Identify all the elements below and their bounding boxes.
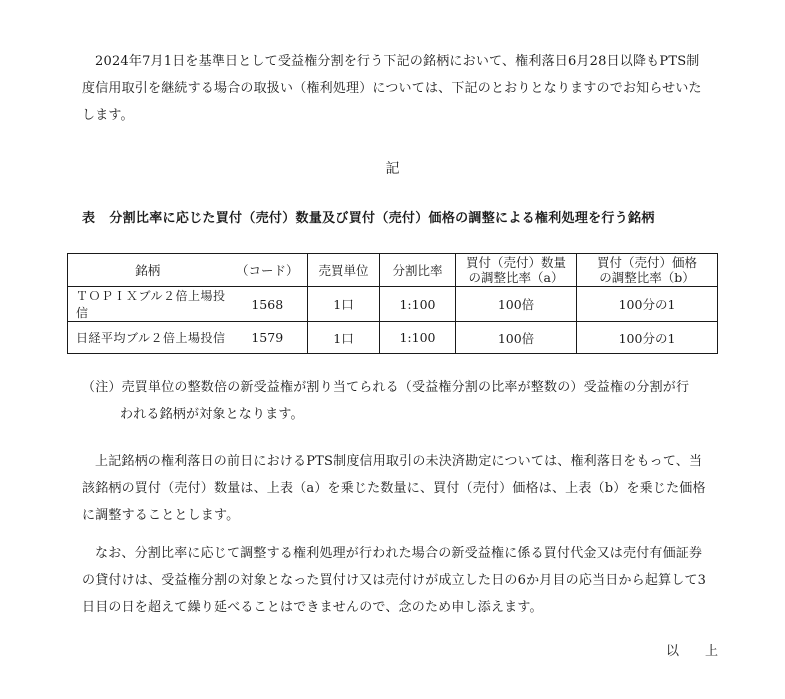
table-title [82, 207, 655, 226]
header-qty-line2: の調整比率（a） [468, 270, 564, 285]
cell-qty: 100倍 [456, 322, 577, 354]
cell-ratio: 1:100 [380, 322, 456, 354]
note-line1: 売買単位の整数倍の新受益権が割り当てられる（受益権分割の比率が整数の）受益権の分割が行 [121, 380, 690, 395]
header-ratio: 分割比率 [380, 254, 456, 287]
table-title-text: 分割比率に応じた買付（売付）数量及び買付（売付）価格の調整による権利処理を行う銘柄 [109, 211, 655, 226]
header-qty [456, 254, 577, 287]
table-title-label: 表 [82, 211, 96, 226]
cell-code: 1568 [228, 287, 308, 322]
cell-code: 1579 [228, 322, 308, 354]
adjustment-table [67, 253, 718, 354]
settlement-text: なお、分割比率に応じて調整する権利処理が行われた場合の新受益権に係る買付代金又は売付有価証券の貸付けは、受益権分割の対象となった買付け又は売付けが成立した日の6か月目の応当日から起算して3日目の日を超えて繰り延べることはできませんので、念のため申し添えます。 [82, 546, 707, 615]
intro-text: 2024年7月1日を基準日として受益権分割を行う下記の銘柄において、権利落日6月28日以降もPTS制度信用取引を継続する場合の取扱い（権利処理）については、下記のとおりとなりますのでお知らせいたします。 [82, 54, 702, 123]
closing-char-1: 以 [666, 644, 680, 659]
header-price-line2: の調整比率（b） [599, 270, 695, 285]
header-price [577, 254, 718, 287]
cell-qty: 100倍 [456, 287, 577, 322]
header-code: （コード） [228, 254, 308, 287]
cell-unit: 1口 [308, 287, 380, 322]
note-paragraph [82, 374, 702, 428]
cell-price: 100分の1 [577, 287, 718, 322]
note-line2: われる銘柄が対象となります。 [120, 407, 304, 422]
table-row [68, 287, 718, 322]
cell-ratio: 1:100 [380, 287, 456, 322]
cell-name: ＴＯＰＩＸブル２倍上場投信 [68, 287, 228, 322]
header-name: 銘柄 [68, 254, 228, 287]
adjustment-paragraph [82, 448, 712, 529]
header-unit: 売買単位 [308, 254, 380, 287]
table-row [68, 322, 718, 354]
adjustment-text: 上記銘柄の権利落日の前日におけるPTS制度信用取引の未決済勘定については、権利落日をもって、当該銘柄の買付（売付）数量は、上表（a）を乗じた数量に、買付（売付）価格は、上表（b）を乗じた価格に調整することとします。 [82, 454, 706, 523]
table-header-row [68, 254, 718, 287]
header-price-line1: 買付（売付）価格 [596, 255, 697, 270]
cell-unit: 1口 [308, 322, 380, 354]
closing-mark [666, 640, 718, 659]
closing-char-2: 上 [705, 644, 719, 659]
intro-paragraph [82, 48, 712, 129]
cell-price: 100分の1 [577, 322, 718, 354]
cell-name: 日経平均ブル２倍上場投信 [68, 322, 228, 354]
note-prefix: （注） [82, 380, 122, 395]
header-qty-line1: 買付（売付）数量 [465, 255, 566, 270]
settlement-paragraph [82, 540, 712, 621]
ki-heading: 記 [385, 161, 400, 177]
